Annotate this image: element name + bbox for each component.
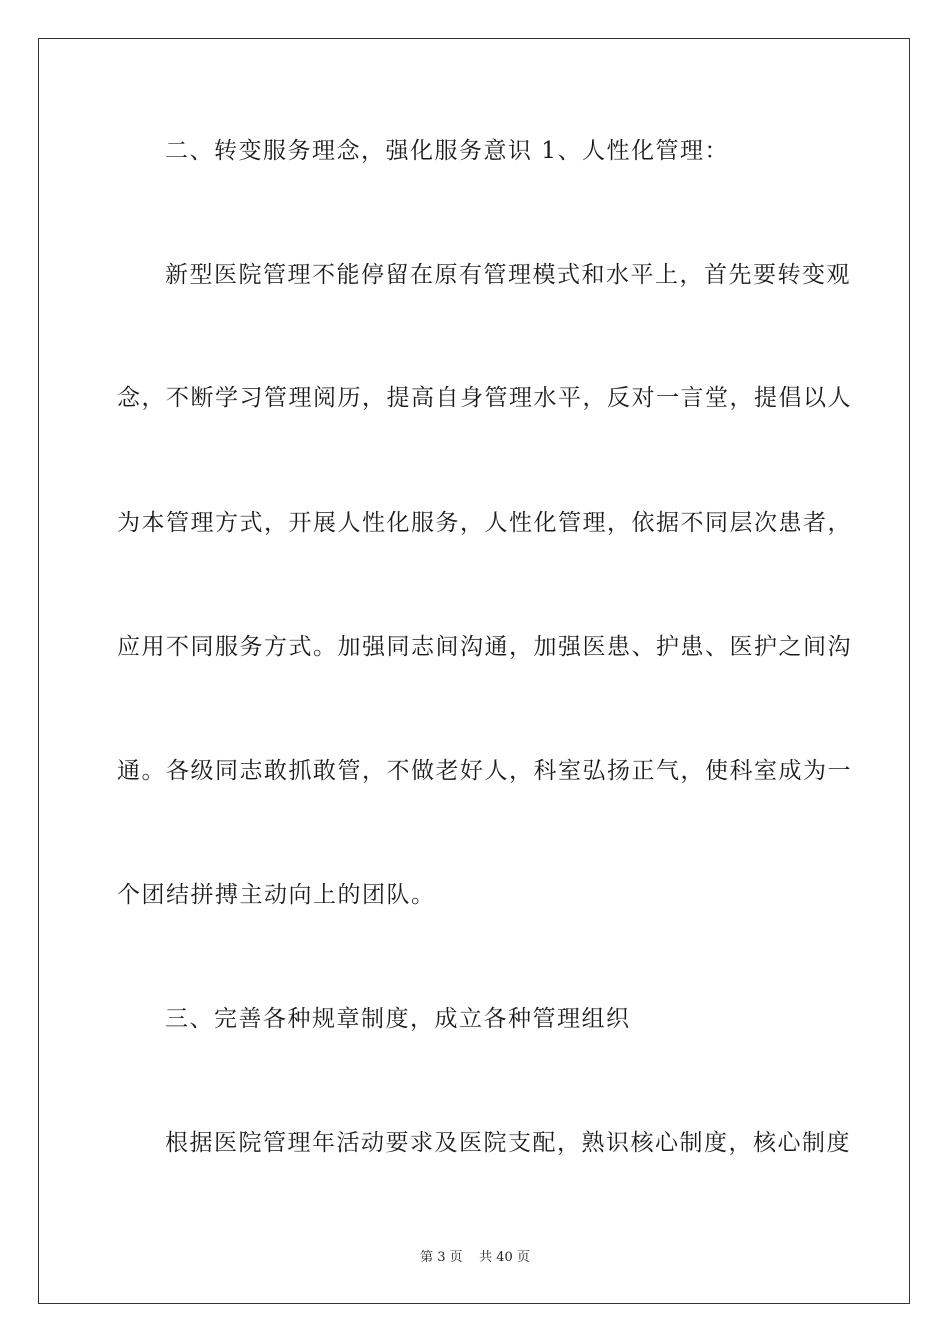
section-heading-2: 二、转变服务理念，强化服务意识 1、人性化管理： bbox=[165, 138, 729, 164]
paragraph-line: 为本管理方式，开展人性化服务，人性化管理，依据不同层次患者， bbox=[117, 510, 852, 536]
section-heading-3: 三、完善各种规章制度，成立各种管理组织 bbox=[165, 1006, 631, 1032]
paragraph-line: 念，不断学习管理阅历，提高自身管理水平，反对一言堂，提倡以人 bbox=[117, 385, 852, 411]
paragraph-line: 新型医院管理不能停留在原有管理模式和水平上，首先要转变观 bbox=[165, 262, 851, 288]
paragraph-line: 根据医院管理年活动要求及医院支配，熟识核心制度，核心制度 bbox=[165, 1130, 851, 1156]
page-border bbox=[38, 38, 910, 1304]
page-number-footer: 第 3 页 共 40 页 bbox=[420, 1250, 530, 1265]
paragraph-line: 应用不同服务方式。加强同志间沟通，加强医患、护患、医护之间沟 bbox=[117, 634, 852, 660]
paragraph-line: 个团结拼搏主动向上的团队。 bbox=[117, 882, 436, 908]
paragraph-line: 通。各级同志敢抓敢管，不做老好人，科室弘扬正气，使科室成为一 bbox=[117, 758, 852, 784]
